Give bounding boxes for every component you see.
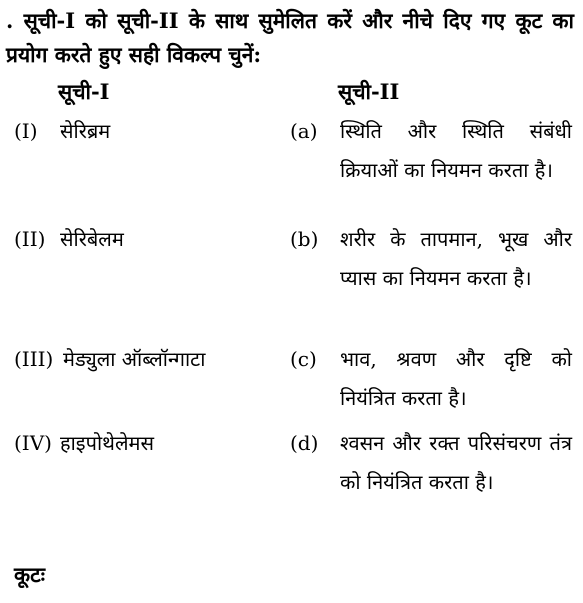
- list-2-code: (c): [290, 347, 317, 371]
- list-1-code: (II): [14, 227, 46, 251]
- list-1-item: मेड्युला ऑब्लॉन्गाटा: [63, 347, 206, 371]
- list-2-item: स्थिति और स्थिति संबंधी क्रियाओं का नियमन करता है।: [340, 119, 572, 182]
- list-1-code: (IV): [14, 431, 52, 455]
- list-2-item: शरीर के तापमान, भूख और प्यास का नियमन करता है।: [340, 227, 572, 290]
- list-2-item: श्वसन और रक्त परिसंचरण तंत्र को नियंत्रित करता है।: [340, 431, 572, 494]
- list-1-item: सेरिबेलम: [60, 227, 124, 251]
- list-1-item: हाइपोथेलेमस: [60, 431, 154, 455]
- list-1-code: (I): [14, 119, 38, 143]
- list-2-item: भाव, श्रवण और दृष्टि को नियंत्रित करता है।: [340, 347, 572, 410]
- list-1-heading: सूची-I: [58, 79, 110, 104]
- list-2-code: (d): [290, 431, 319, 455]
- list-1-code: (III): [14, 347, 54, 371]
- list-2-heading: सूची-II: [338, 79, 400, 104]
- question-text: . सूची-I को सूची-II के साथ सुमेलित करें और नीचे दिए गए कूट का प्रयोग करते हुए सही विकल्प चुनें:: [6, 8, 574, 67]
- answer-code-label: कूटः: [14, 562, 45, 587]
- list-1-item: सेरिब्रम: [60, 119, 111, 143]
- list-2-code: (a): [290, 119, 318, 143]
- list-2-code: (b): [290, 227, 319, 251]
